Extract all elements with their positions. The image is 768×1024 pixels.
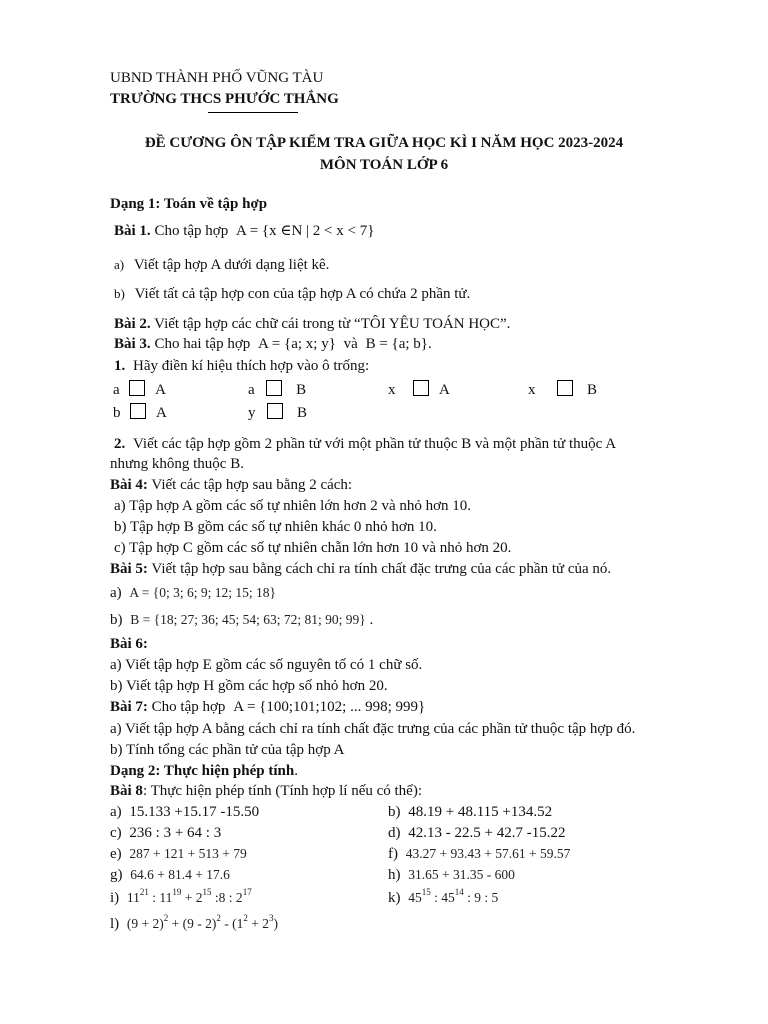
bai2-label: Bài 2. xyxy=(114,316,151,332)
bai1-a-label: a) xyxy=(114,257,125,272)
fill-left: x xyxy=(388,382,396,398)
dang2-heading: Dạng 2: Thực hiện phép tính xyxy=(110,763,295,779)
bai3-q2-num: 2. xyxy=(114,436,126,452)
bai6-a: a) Viết tập hợp E gồm các số nguyên tố có 1 chữ số. xyxy=(110,657,423,673)
fill-right: B xyxy=(296,382,307,398)
bai1-text: Cho tập hợp xyxy=(154,223,229,239)
fill-left: b xyxy=(113,405,121,421)
exercise-expr: 42.13 - 22.5 + 42.7 -15.22 xyxy=(408,825,566,841)
bai3-q2-text1: Viết các tập hợp gồm 2 phần tử với một phần tử thuộc B và một phần tử thuộc A xyxy=(133,436,617,452)
exercise-label: k) xyxy=(388,890,401,906)
exercise-item xyxy=(388,823,565,843)
exercise-label: i) xyxy=(110,890,120,906)
exercise-label: d) xyxy=(388,825,401,841)
exercise-expr-power: $45^{15}$ : $45^{14}$ : 9 : 5 xyxy=(408,887,499,905)
exercise-expr: 287 + 121 + 513 + 79 xyxy=(129,846,247,861)
bai6-label: Bài 6: xyxy=(110,636,148,652)
bai5-line xyxy=(110,559,611,579)
fill-item xyxy=(113,403,167,423)
header-org: UBND THÀNH PHỐ VŨNG TÀU xyxy=(110,70,324,86)
bai7-text: Cho tập hợp xyxy=(151,699,226,715)
exercise-label: a) xyxy=(110,804,122,820)
bai2-text: Viết tập hợp các chữ cái trong từ “TÔI YÊU TOÁN HỌC”. xyxy=(154,316,511,332)
bai1-math: A = {x ∈N | 2 < x < 7} xyxy=(235,223,375,239)
bai5-text: Viết tập hợp sau bằng cách chỉ ra tính chất đặc trưng của các phần tử của nó. xyxy=(151,561,612,577)
fill-item xyxy=(388,380,450,400)
fill-box[interactable] xyxy=(129,380,145,396)
bai1-a xyxy=(114,255,329,275)
bai3-set-a: A = {a; x; y} xyxy=(258,336,336,352)
exercise-item xyxy=(388,844,570,864)
bai4-text: Viết các tập hợp sau bằng 2 cách: xyxy=(151,477,353,493)
section-heading-dang1: Dạng 1: Toán về tập hợp xyxy=(110,196,268,212)
exercise-item xyxy=(110,823,221,843)
fill-box[interactable] xyxy=(266,380,282,396)
exercise-expr: 31.65 + 31.35 - 600 xyxy=(408,867,515,882)
fill-left: a xyxy=(248,382,255,398)
header-school: TRƯỜNG THCS PHƯỚC THẮNG xyxy=(110,91,339,107)
bai3-label: Bài 3. xyxy=(114,336,151,352)
exercise-item xyxy=(110,914,278,934)
bai1-b xyxy=(114,284,470,304)
bai5-a-math: A = {0; 3; 6; 9; 12; 15; 18} xyxy=(129,585,276,600)
bai3-q2 xyxy=(114,434,616,454)
fill-item xyxy=(248,380,306,400)
bai7-math: A = {100;101;102; ... 998; 999} xyxy=(233,699,426,715)
fill-right: A xyxy=(155,382,167,398)
bai4-c: c) Tập hợp C gồm các số tự nhiên chẵn lớn hơn 10 và nhỏ hơn 20. xyxy=(114,540,512,556)
fill-box[interactable] xyxy=(267,403,283,419)
bai5-a-label: a) xyxy=(110,585,122,601)
exercise-item xyxy=(110,888,252,908)
bai5-a xyxy=(110,583,276,603)
bai4-a: a) Tập hợp A gồm các số tự nhiên lớn hơn 2 và nhỏ hơn 10. xyxy=(114,498,472,514)
exercise-expr-power: $(9 + 2)^2 + (9 - 2)^2 - (1^2 + 2^3)$ xyxy=(126,913,279,931)
bai4-label: Bài 4: xyxy=(110,477,148,493)
fill-left: x xyxy=(528,382,536,398)
fill-box[interactable] xyxy=(557,380,573,396)
exercise-label: c) xyxy=(110,825,122,841)
fill-left: a xyxy=(113,382,120,398)
bai1-label: Bài 1. xyxy=(114,223,151,239)
exercise-expr: 64.6 + 81.4 + 17.6 xyxy=(130,867,230,882)
bai3-text: Cho hai tập hợp xyxy=(154,336,251,352)
bai1-b-label: b) xyxy=(114,286,125,301)
doc-title-line1: ĐỀ CƯƠNG ÔN TẬP KIỂM TRA GIỮA HỌC KÌ I NĂM HỌC 2023-2024 xyxy=(144,135,624,151)
exercise-item xyxy=(388,865,515,885)
exercise-expr: 43.27 + 93.43 + 57.61 + 59.57 xyxy=(405,846,571,861)
exercise-label: f) xyxy=(388,846,398,862)
bai5-b-label: b) xyxy=(110,612,123,628)
bai3-line xyxy=(114,334,432,354)
fill-item xyxy=(528,380,597,400)
bai7-label: Bài 7: xyxy=(110,699,148,715)
exercise-item xyxy=(388,888,498,908)
bai5-b-tail: . xyxy=(369,612,374,628)
exercise-label: g) xyxy=(110,867,123,883)
exercise-expr-power: $11^{21}$ : $11^{19} + 2^{15}$ :8 : $2^{17}$ xyxy=(126,887,252,905)
bai7-line xyxy=(110,697,425,717)
bai7-a: a) Viết tập hợp A bằng cách chỉ ra tính chất đặc trưng của các phần tử thuộc tập hợp đó. xyxy=(110,721,636,737)
exercise-expr: 236 : 3 + 64 : 3 xyxy=(129,825,222,841)
bai3-q1 xyxy=(114,356,369,376)
bai1-b-text: Viết tất cả tập hợp con của tập hợp A có chứa 2 phần tử. xyxy=(134,286,471,302)
bai3-q1-num: 1. xyxy=(114,358,126,374)
bai3-and: và xyxy=(343,336,358,352)
bai5-b-math: B = {18; 27; 36; 45; 54; 63; 72; 81; 90; 99} xyxy=(130,612,366,627)
fill-right: B xyxy=(297,405,308,421)
fill-right: A xyxy=(156,405,167,421)
exercise-item xyxy=(388,802,552,822)
exercise-item xyxy=(110,802,259,822)
fill-left: y xyxy=(248,405,256,421)
exercise-label: b) xyxy=(388,804,401,820)
exercise-expr: 48.19 + 48.115 +134.52 xyxy=(408,804,553,820)
fill-box[interactable] xyxy=(130,403,146,419)
bai4-b: b) Tập hợp B gồm các số tự nhiên khác 0 nhỏ hơn 10. xyxy=(114,519,437,535)
section-heading-dang2 xyxy=(110,761,298,781)
bai5-b xyxy=(110,610,373,630)
exercise-label: e) xyxy=(110,846,122,862)
bai5-label: Bài 5: xyxy=(110,561,148,577)
bai3-q1-text: Hãy điền kí hiệu thích hợp vào ô trống: xyxy=(133,358,370,374)
exercise-item xyxy=(110,865,230,885)
exercise-item xyxy=(110,844,247,864)
exercise-label: h) xyxy=(388,867,401,883)
fill-right: A xyxy=(439,382,450,398)
bai8-label: Bài 8 xyxy=(110,783,143,799)
bai1-a-text: Viết tập hợp A dưới dạng liệt kê. xyxy=(133,257,330,273)
bai2-line xyxy=(114,314,510,334)
bai8-line xyxy=(110,781,422,801)
bai3-q2-text2: nhưng không thuộc B. xyxy=(110,456,244,472)
fill-box[interactable] xyxy=(413,380,429,396)
doc-title-line2: MÔN TOÁN LỚP 6 xyxy=(319,157,449,173)
exercise-label: l) xyxy=(110,916,120,932)
bai8-text: : Thực hiện phép tính (Tính hợp lí nếu có thể): xyxy=(142,783,422,799)
bai6-b: b) Viết tập hợp H gồm các hợp số nhỏ hơn 20. xyxy=(110,678,388,694)
exercise-expr: 15.133 +15.17 -15.50 xyxy=(129,804,260,820)
dang2-heading-tail: . xyxy=(294,763,298,779)
bai7-b: b) Tính tổng các phần tử của tập hợp A xyxy=(110,742,345,758)
header-underline xyxy=(208,112,298,113)
bai3-set-b: B = {a; b}. xyxy=(365,336,432,352)
bai4-line xyxy=(110,475,352,495)
fill-item xyxy=(248,403,307,423)
fill-item xyxy=(113,380,166,400)
fill-right: B xyxy=(587,382,598,398)
bai1-line xyxy=(114,221,374,241)
